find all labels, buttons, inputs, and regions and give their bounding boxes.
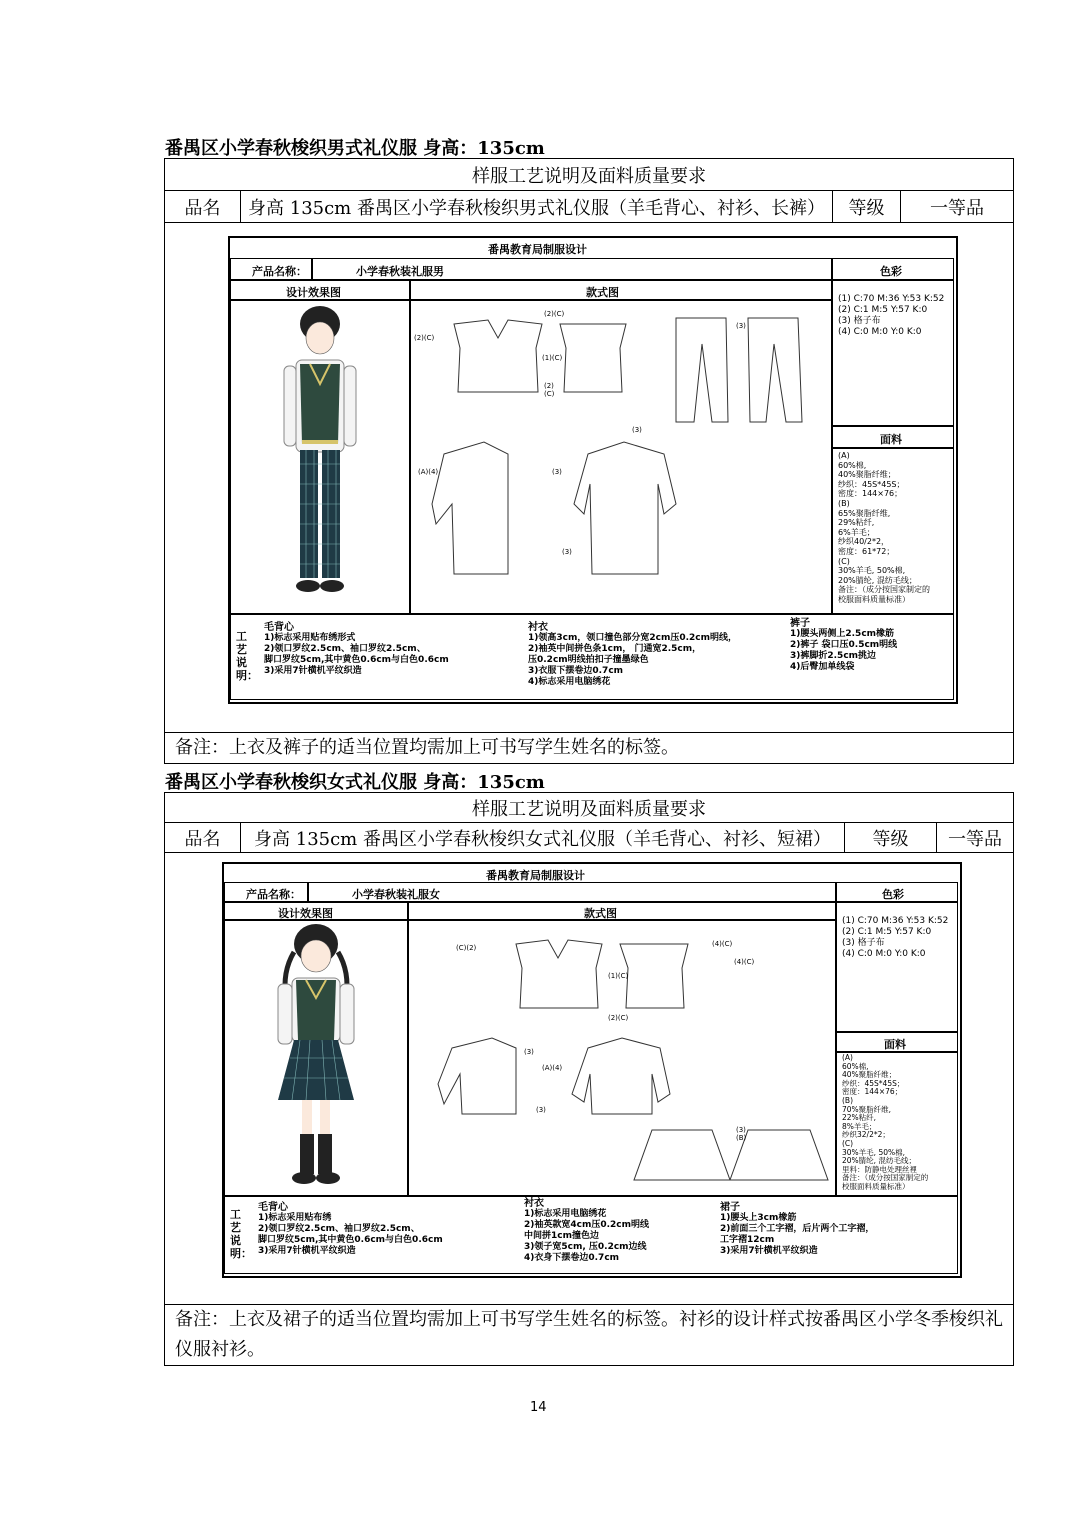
boy-color-4: (4) C:0 M:0 Y:0 K:0 bbox=[838, 327, 922, 337]
girl-table-header: 样服工艺说明及面料质量要求 bbox=[165, 793, 1014, 823]
fabric-line: 60%棉, bbox=[842, 1061, 869, 1071]
skirt-line: 3)采用7针横机平纹织造 bbox=[720, 1246, 818, 1256]
boy-product-name: 身高 135cm 番禺区小学春秋梭织男式礼仪服（羊毛背心、衬衫、长裤） bbox=[241, 191, 833, 223]
girl-effect-label: 设计效果图 bbox=[278, 907, 333, 920]
girl-color-3: (3) 格子布 bbox=[842, 938, 885, 948]
shirt-line: 2)袖英款宽4cm压0.2cm明线 bbox=[524, 1220, 650, 1230]
shirt-line: 3)领子宽5cm, 压0.2cm边线 bbox=[524, 1242, 647, 1252]
fabric-line: 65%聚脂纤维, bbox=[838, 508, 891, 518]
girl-color-label: 色彩 bbox=[882, 888, 904, 901]
boy-color-3: (3) 格子布 bbox=[838, 316, 881, 326]
boy-effect-label: 设计效果图 bbox=[286, 286, 341, 299]
girl-callout: (A)(4) bbox=[542, 1064, 563, 1072]
pants-line: 1)腰头两侧上2.5cm橡筋 bbox=[790, 629, 895, 639]
shirt-line: 2)袖英中间拼色条1cm， 门通宽2.5cm， bbox=[528, 644, 702, 654]
shirt-line: 中间拼1cm撞色边 bbox=[524, 1231, 599, 1241]
girl-grade: 一等品 bbox=[937, 823, 1014, 853]
girl-product-value: 小学春秋装礼服女 bbox=[352, 888, 440, 901]
girl-product-label: 产品名称： bbox=[246, 888, 301, 901]
shirt-line: 压0.2cm明线拍扣子撞墨绿色 bbox=[528, 655, 649, 665]
boy-table-header: 样服工艺说明及面料质量要求 bbox=[165, 159, 1014, 191]
girl-skirt-notes bbox=[720, 1202, 874, 1257]
fabric-line: 20%腈纶, 混纺毛线； bbox=[842, 1156, 916, 1166]
boy-vest-title: 毛背心 bbox=[264, 622, 294, 633]
fabric-line: 纱织40/2*2， bbox=[838, 537, 890, 547]
fabric-line: (C) bbox=[842, 1138, 854, 1148]
boy-callout: (3) bbox=[632, 426, 642, 434]
fabric-line: 40%聚脂纤维； bbox=[842, 1070, 897, 1080]
boy-callout: (1)(C) bbox=[542, 354, 563, 362]
skirt-line: 工字褶12cm bbox=[720, 1235, 775, 1245]
fabric-line: 里料：防静电处理丝裡 bbox=[842, 1164, 917, 1174]
boy-callout: (3) bbox=[562, 548, 572, 556]
girl-product-name: 身高 135cm 番禺区小学春秋梭织女式礼仪服（羊毛背心、衬衫、短裙） bbox=[241, 823, 845, 853]
girl-color-4: (4) C:0 M:0 Y:0 K:0 bbox=[842, 949, 926, 959]
boy-color-1: (1) C:70 M:36 Y:53 K:52 bbox=[838, 294, 945, 304]
fabric-line: 8%羊毛； bbox=[842, 1121, 877, 1131]
fabric-line: (B) bbox=[842, 1095, 853, 1105]
shirt-line: 3)衣服下摆卷边0.7cm bbox=[528, 666, 624, 676]
fabric-line: 校服面料质量标准） bbox=[842, 1181, 910, 1191]
fabric-line: 30%羊毛, 50%棉, bbox=[838, 566, 906, 576]
fabric-line: 70%聚脂纤维, bbox=[842, 1104, 892, 1114]
vest-line: 3)采用7针横机平纹织造 bbox=[258, 1246, 356, 1256]
girl-callout: (B) bbox=[736, 1134, 747, 1142]
shirt-line: 4)标志采用电脑绣花 bbox=[528, 677, 611, 687]
girl-character-illustration bbox=[254, 922, 378, 1194]
vest-line: 1)标志采用贴布绣形式 bbox=[264, 633, 356, 643]
girl-shirt-title: 衬衣 bbox=[524, 1198, 544, 1209]
pants-line: 3)裤脚折2.5cm挑边 bbox=[790, 651, 877, 661]
pants-line: 2)裤子 袋口压0.5cm明线 bbox=[790, 640, 898, 650]
vest-line: 2)领口罗纹2.5cm、袖口罗纹2.5cm、 bbox=[258, 1224, 420, 1234]
girl-label-name: 品名 bbox=[165, 823, 241, 853]
girl-vest-notes bbox=[258, 1202, 443, 1257]
boy-color-label: 色彩 bbox=[880, 265, 902, 278]
fabric-line: 密度：61*72； bbox=[838, 546, 895, 556]
girl-section-title: 番禺区小学春秋梭织女式礼仪服 身高：135cm bbox=[165, 772, 545, 793]
boy-designer: 番禺教育局制服设计 bbox=[488, 243, 587, 256]
boy-vest-notes bbox=[264, 622, 449, 677]
girl-fabric-label: 面料 bbox=[884, 1038, 906, 1051]
vest-line: 2)领口罗纹2.5cm、袖口罗纹2.5cm、 bbox=[264, 644, 426, 654]
skirt-line: 1)腰头上3cm橡筋 bbox=[720, 1213, 797, 1223]
girl-callout: (4)(C) bbox=[734, 958, 755, 966]
girl-callout: (C)(2) bbox=[456, 944, 477, 952]
girl-craft-label: 工艺说明： bbox=[230, 1208, 252, 1260]
boy-callout: (3) bbox=[552, 468, 562, 476]
fabric-line: 60%棉, bbox=[838, 460, 867, 470]
vest-line: 3)采用7针横机平纹织造 bbox=[264, 666, 362, 676]
fabric-line: 29%粘纤, bbox=[838, 518, 875, 528]
vest-line: 脚口罗纹5cm,其中黄色0.6cm与白色0.6cm bbox=[264, 655, 449, 665]
girl-color-list bbox=[842, 916, 948, 960]
girl-style-label: 款式图 bbox=[584, 907, 617, 920]
boy-callout: (A)(4) bbox=[418, 468, 439, 476]
boy-label-name: 品名 bbox=[165, 191, 241, 223]
fabric-line: 备注：（成分按国家制定的 bbox=[838, 585, 930, 595]
boy-product-value: 小学春秋装礼服男 bbox=[356, 265, 444, 278]
fabric-line: 纱织：45S*45S； bbox=[842, 1078, 905, 1088]
boy-style-sketches bbox=[414, 304, 828, 610]
fabric-line: 校服面料质量标准） bbox=[838, 594, 910, 604]
shirt-line: 4)衣身下摆卷边0.7cm bbox=[524, 1253, 620, 1263]
boy-color-2: (2) C:1 M:5 Y:57 K:0 bbox=[838, 305, 928, 315]
boy-shirt-notes bbox=[528, 622, 737, 688]
girl-callout: (3) bbox=[536, 1106, 546, 1114]
boy-grade: 一等品 bbox=[901, 191, 1014, 223]
boy-callout: (2) bbox=[544, 382, 554, 390]
girl-callout: (3) bbox=[736, 1126, 746, 1134]
girl-designer: 番禺教育局制服设计 bbox=[486, 869, 585, 882]
page-number: 14 bbox=[530, 1400, 547, 1415]
fabric-line: 6%羊毛； bbox=[838, 527, 875, 537]
fabric-line: 22%粘纤, bbox=[842, 1113, 877, 1123]
shirt-line: 1)标志采用电脑绣花 bbox=[524, 1209, 607, 1219]
boy-color-list bbox=[838, 294, 944, 338]
fabric-line: (A) bbox=[842, 1053, 853, 1062]
girl-callout: (1)(C) bbox=[608, 972, 629, 980]
fabric-line: 密度：144×76； bbox=[838, 489, 903, 499]
girl-callout: (3) bbox=[524, 1048, 534, 1056]
girl-callout: (2)(C) bbox=[608, 1014, 629, 1022]
fabric-line: 20%腈纶, 混纺毛线； bbox=[838, 575, 917, 585]
boy-callout: (2)(C) bbox=[414, 334, 435, 342]
boy-shirt-title: 衬衣 bbox=[528, 622, 548, 633]
shirt-line: 1)领高3cm，领口撞色部分宽2cm压0.2cm明线， bbox=[528, 633, 737, 643]
boy-character-illustration bbox=[270, 304, 370, 610]
fabric-line: (C) bbox=[838, 556, 850, 566]
girl-callout: (4)(C) bbox=[712, 940, 733, 948]
girl-style-sketches bbox=[412, 924, 832, 1194]
vest-line: 脚口罗纹5cm,其中黄色0.6cm与白色0.6cm bbox=[258, 1235, 443, 1245]
girl-remark: 备注：上衣及裙子的适当位置均需加上可书写学生姓名的标签。衬衫的设计样式按番禺区小学冬季梭织礼仪服衬衫。 bbox=[165, 1305, 1014, 1366]
fabric-line: (B) bbox=[838, 498, 850, 508]
boy-style-label: 款式图 bbox=[586, 286, 619, 299]
boy-pants-title: 裤子 bbox=[790, 618, 810, 629]
fabric-line: 备注：（成分按国家制定的 bbox=[842, 1173, 929, 1183]
girl-skirt-title: 裙子 bbox=[720, 1202, 740, 1213]
boy-craft-label: 工艺说明： bbox=[236, 630, 258, 682]
girl-color-1: (1) C:70 M:36 Y:53 K:52 bbox=[842, 916, 949, 926]
fabric-line: 30%羊毛, 50%棉, bbox=[842, 1147, 905, 1157]
boy-fabric-list bbox=[838, 451, 930, 605]
girl-vest-title: 毛背心 bbox=[258, 1202, 288, 1213]
girl-fabric-list bbox=[842, 1054, 928, 1192]
boy-product-label: 产品名称： bbox=[252, 265, 307, 278]
boy-remark: 备注：上衣及裤子的适当位置均需加上可书写学生姓名的标签。 bbox=[165, 733, 1014, 764]
girl-color-2: (2) C:1 M:5 Y:57 K:0 bbox=[842, 927, 932, 937]
girl-design-sheet bbox=[222, 862, 962, 1278]
fabric-line: (A) bbox=[838, 451, 850, 460]
fabric-line: 密度：144×76； bbox=[842, 1087, 903, 1097]
boy-callout: (C) bbox=[544, 390, 555, 398]
pants-line: 4)后臀加单线袋 bbox=[790, 662, 855, 672]
boy-callout: (2)(C) bbox=[544, 310, 565, 318]
fabric-line: 40%聚脂纤维； bbox=[838, 470, 896, 480]
boy-pants-notes bbox=[790, 618, 897, 673]
boy-label-grade: 等级 bbox=[833, 191, 901, 223]
fabric-line: 纱织：45S*45S； bbox=[838, 479, 905, 489]
girl-shirt-notes bbox=[524, 1198, 649, 1264]
fabric-line: 纱织32/2*2； bbox=[842, 1130, 890, 1140]
boy-design-sheet bbox=[228, 236, 958, 704]
boy-fabric-label: 面料 bbox=[880, 433, 902, 446]
boy-callout: (3) bbox=[736, 322, 746, 330]
girl-label-grade: 等级 bbox=[845, 823, 937, 853]
boy-section-title: 番禺区小学春秋梭织男式礼仪服 身高：135cm bbox=[165, 138, 545, 159]
vest-line: 1)标志采用贴布绣 bbox=[258, 1213, 332, 1223]
skirt-line: 2)前面三个工字褶，后片两个工字褶， bbox=[720, 1224, 875, 1234]
